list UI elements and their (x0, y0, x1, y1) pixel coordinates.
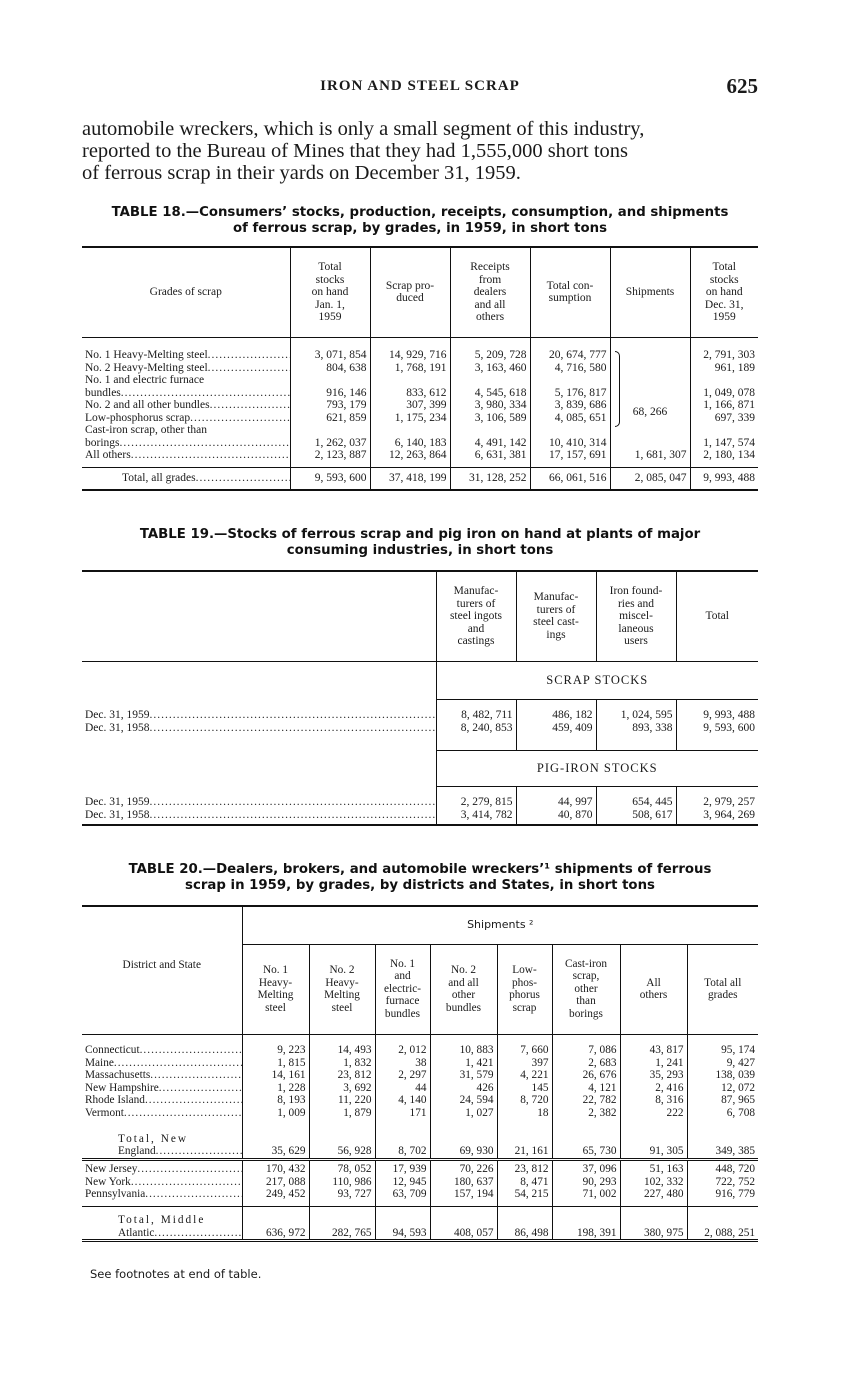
table-cell: 2, 012 (375, 1044, 430, 1057)
table-cell: 1, 815 (242, 1057, 309, 1070)
table-cell: 4, 121 (552, 1082, 620, 1095)
table-row: All others ..... 2, 123, 887 12, 263, 864 6, 631, 381 17, 157, 691 1, 681, 307 2, 180, 134 (82, 449, 758, 462)
table-cell: 1, 832 (309, 1057, 375, 1070)
table-cell: 14, 161 (242, 1069, 309, 1082)
table-cell: 78, 052 (309, 1163, 375, 1176)
middle-atlantic-rows (82, 1163, 758, 1201)
running-head (82, 74, 758, 102)
intro-line: automobile wreckers, which is only a small segment of this industry, (82, 118, 645, 140)
col-header: Shipments (610, 247, 690, 337)
table-cell: 157, 194 (430, 1188, 497, 1201)
col-header: Iron found- ries and miscel- laneous users (596, 571, 676, 661)
table-cell: 138, 039 (687, 1069, 758, 1082)
table-cell: 51, 163 (620, 1163, 687, 1176)
table-cell: 4, 221 (497, 1069, 552, 1082)
table-cell: 249, 452 (242, 1188, 309, 1201)
col-header: Total (676, 571, 758, 661)
table-cell: 7, 660 (497, 1044, 552, 1057)
table-row: New York ..... 217, 088 110, 986 12, 945 180, 637 8, 471 90, 293 102, 332 722, 752 (82, 1176, 758, 1189)
shipments-spanner: Shipments ² (242, 906, 758, 944)
new-england-rows (82, 1044, 758, 1119)
table-cell: 10, 883 (430, 1044, 497, 1057)
caption-line: scrap in 1959, by grades, by districts and States, in short tons (185, 878, 655, 893)
table-cell: 38 (375, 1057, 430, 1070)
col-header: No. 2 Heavy- Melting steel (309, 944, 375, 1034)
table-cell: 37, 096 (552, 1163, 620, 1176)
table-cell: 397 (497, 1057, 552, 1070)
table-row: No. 2 Heavy-Melting steel ..... 804, 638 1, 768, 191 3, 163, 460 4, 716, 580 961, 189 (82, 362, 758, 375)
table-row: Dec. 31, 1959 ..... 8, 482, 711 486, 182 1, 024, 595 9, 993, 488 (82, 709, 758, 722)
table-cell: 11, 220 (309, 1094, 375, 1107)
table18 (82, 246, 758, 491)
table18-caption (82, 205, 758, 237)
col-header: Total stocks on hand Jan. 1, 1959 (290, 247, 370, 337)
table-cell: 1, 228 (242, 1082, 309, 1095)
table-cell: 54, 215 (497, 1188, 552, 1201)
table-cell: 8, 471 (497, 1176, 552, 1189)
table-cell: 8, 720 (497, 1094, 552, 1107)
table20 (82, 905, 758, 1245)
section-title: SCRAP STOCKS (436, 661, 758, 699)
col-header: Total stocks on hand Dec. 31, 1959 (690, 247, 758, 337)
table-cell: 18 (497, 1107, 552, 1120)
table-row: No. 1 and electric furnace bundles ..... 916, 146 833, 612 4, 545, 618 5, 176, 817 1, 049, 078 (82, 374, 758, 399)
col-header: Receipts from dealers and all others (450, 247, 530, 337)
caption-line: TABLE 20.—Dealers, brokers, and automobile wreckers’¹ shipments of ferrous (128, 862, 712, 877)
table-cell: 23, 812 (309, 1069, 375, 1082)
shipments-grouped-cell (610, 349, 690, 449)
col-header: Scrap pro- duced (370, 247, 450, 337)
running-title: IRON AND STEEL SCRAP (320, 78, 520, 94)
col-header: Manufac- turers of steel ingots and castings (436, 571, 516, 661)
section-title: PIG-IRON STOCKS (436, 750, 758, 786)
intro-line: reported to the Bureau of Mines that they had 1,555,000 short tons (82, 140, 628, 162)
table-cell: 426 (430, 1082, 497, 1095)
table-cell: 26, 676 (552, 1069, 620, 1082)
brace-mark (615, 351, 620, 427)
table-cell: 87, 965 (687, 1094, 758, 1107)
table-cell: 43, 817 (620, 1044, 687, 1057)
table20-spanner-row (82, 906, 758, 944)
footnote: See footnotes at end of table. (90, 1267, 262, 1281)
table-row: No. 2 and all other bundles ..... 793, 179 307, 399 3, 980, 334 3, 839, 686 1, 166, 871 (82, 399, 758, 412)
table-cell: 2, 683 (552, 1057, 620, 1070)
table-cell: 17, 939 (375, 1163, 430, 1176)
table-cell: 8, 193 (242, 1094, 309, 1107)
table19 (82, 570, 758, 826)
table-cell: 170, 432 (242, 1163, 309, 1176)
col-header: No. 1 Heavy- Melting steel (242, 944, 309, 1034)
table-cell: 8, 316 (620, 1094, 687, 1107)
table-cell: 145 (497, 1082, 552, 1095)
table-cell: 1, 009 (242, 1107, 309, 1120)
table-cell: 6, 708 (687, 1107, 758, 1120)
table-cell: 23, 812 (497, 1163, 552, 1176)
table-row: Dec. 31, 1958 ..... 8, 240, 853 459, 409 893, 338 9, 593, 600 (82, 722, 758, 735)
section-row (82, 750, 758, 786)
table-cell: 2, 297 (375, 1069, 430, 1082)
table-cell: 93, 727 (309, 1188, 375, 1201)
table19-caption (82, 527, 758, 559)
col-header: Low- phos- phorus scrap (497, 944, 552, 1034)
section-row (82, 661, 758, 699)
table-cell: 448, 720 (687, 1163, 758, 1176)
col-header: No. 2 and all other bundles (430, 944, 497, 1034)
shipments-grouped-value: 68, 266 (632, 405, 668, 418)
table-row: Maine ..... 1, 815 1, 832 38 1, 421 397 2, 683 1, 241 9, 427 (82, 1057, 758, 1070)
table-cell: 222 (620, 1107, 687, 1120)
col-header: Total all grades (687, 944, 758, 1034)
table-cell: 171 (375, 1107, 430, 1120)
table-cell: 227, 480 (620, 1188, 687, 1201)
caption-line: consuming industries, in short tons (286, 543, 554, 558)
caption-line: TABLE 19.—Stocks of ferrous scrap and pig iron on hand at plants of major (139, 527, 701, 542)
table-row: No. 1 Heavy-Melting steel ..... 3, 071, 854 14, 929, 716 5, 209, 728 20, 674, 777 68, 266 2, 791, 303 (82, 349, 758, 362)
table-cell: 102, 332 (620, 1176, 687, 1189)
table-cell: 1, 027 (430, 1107, 497, 1120)
intro-line: of ferrous scrap in their yards on December 31, 1959. (82, 162, 521, 184)
table-cell: 2, 416 (620, 1082, 687, 1095)
table-cell: 14, 493 (309, 1044, 375, 1057)
table-cell: 916, 779 (687, 1188, 758, 1201)
table-row: New Hampshire ..... 1, 228 3, 692 44 426 145 4, 121 2, 416 12, 072 (82, 1082, 758, 1095)
table-cell: 9, 223 (242, 1044, 309, 1057)
table-row: Cast-iron scrap, other than borings ..... 1, 262, 037 6, 140, 183 4, 491, 142 10, 410, 314 1, 147, 574 (82, 424, 758, 449)
table-cell: 1, 879 (309, 1107, 375, 1120)
page-number: 625 (726, 74, 758, 98)
table-row: Dec. 31, 1958 ..... 3, 414, 782 40, 870 508, 617 3, 964, 269 (82, 809, 758, 826)
intro-paragraph (82, 118, 758, 184)
table-row: New Jersey ..... 170, 432 78, 052 17, 939 70, 226 23, 812 37, 096 51, 163 448, 720 (82, 1163, 758, 1176)
table-cell: 9, 427 (687, 1057, 758, 1070)
table18-total-row: Total, all grades ..... 9, 593, 600 37, 418, 199 31, 128, 252 66, 061, 516 2, 085, 047 9, 993, 488 (82, 468, 758, 490)
table-cell: 63, 709 (375, 1188, 430, 1201)
table-row: Low-phosphorus scrap ..... 621, 859 1, 175, 234 3, 106, 589 4, 085, 651 697, 339 (82, 412, 758, 425)
table-cell: 35, 293 (620, 1069, 687, 1082)
caption-line: of ferrous scrap, by grades, in 1959, in short tons (232, 221, 608, 236)
table-cell: 217, 088 (242, 1176, 309, 1189)
table-cell: 4, 140 (375, 1094, 430, 1107)
table-cell: 31, 579 (430, 1069, 497, 1082)
total-middle-atlantic-row: Total, Middle Atlantic ..... 636, 972 282, 765 94, 593 408, 057 86, 498 198, 391 380, 975 2, 088, 251 (82, 1207, 758, 1241)
table-row: Dec. 31, 1959 ..... 2, 279, 815 44, 997 654, 445 2, 979, 257 (82, 796, 758, 809)
table19-header-row (82, 571, 758, 661)
table-cell: 3, 692 (309, 1082, 375, 1095)
table-cell: 90, 293 (552, 1176, 620, 1189)
table-cell: 12, 072 (687, 1082, 758, 1095)
table-cell: 22, 782 (552, 1094, 620, 1107)
table18-header-row (82, 247, 758, 337)
table-row: Vermont ..... 1, 009 1, 879 171 1, 027 18 2, 382 222 6, 708 (82, 1107, 758, 1120)
table-row: Connecticut ..... 9, 223 14, 493 2, 012 10, 883 7, 660 7, 086 43, 817 95, 174 (82, 1044, 758, 1057)
table-cell: 722, 752 (687, 1176, 758, 1189)
table-cell: 1, 421 (430, 1057, 497, 1070)
col-header: Grades of scrap (82, 247, 290, 337)
table-cell: 70, 226 (430, 1163, 497, 1176)
table-cell: 24, 594 (430, 1094, 497, 1107)
table-cell: 180, 637 (430, 1176, 497, 1189)
stub-header: District and State (122, 959, 201, 971)
table-cell: 1, 241 (620, 1057, 687, 1070)
table20-caption (82, 862, 758, 894)
table-row: Pennsylvania ..... 249, 452 93, 727 63, 709 157, 194 54, 215 71, 002 227, 480 916, 779 (82, 1188, 758, 1201)
table-cell: 44 (375, 1082, 430, 1095)
table-cell: 71, 002 (552, 1188, 620, 1201)
table-row: Massachusetts ..... 14, 161 23, 812 2, 297 31, 579 4, 221 26, 676 35, 293 138, 039 (82, 1069, 758, 1082)
caption-line: TABLE 18.—Consumers’ stocks, production, receipts, consumption, and shipments (111, 205, 729, 220)
total-new-england-row: Total, New England ..... 35, 629 56, 928 8, 702 69, 930 21, 161 65, 730 91, 305 349, 385 (82, 1125, 758, 1159)
col-header: Manufac- turers of steel cast- ings (516, 571, 596, 661)
table-cell: 7, 086 (552, 1044, 620, 1057)
col-header: No. 1 and electric- furnace bundles (375, 944, 430, 1034)
table-cell: 2, 382 (552, 1107, 620, 1120)
table-cell: 110, 986 (309, 1176, 375, 1189)
table-row: Rhode Island ..... 8, 193 11, 220 4, 140 24, 594 8, 720 22, 782 8, 316 87, 965 (82, 1094, 758, 1107)
col-header: Cast-iron scrap, other than borings (552, 944, 620, 1034)
col-header: Total con- sumption (530, 247, 610, 337)
col-header: All others (620, 944, 687, 1034)
table-cell: 95, 174 (687, 1044, 758, 1057)
table-cell: 12, 945 (375, 1176, 430, 1189)
